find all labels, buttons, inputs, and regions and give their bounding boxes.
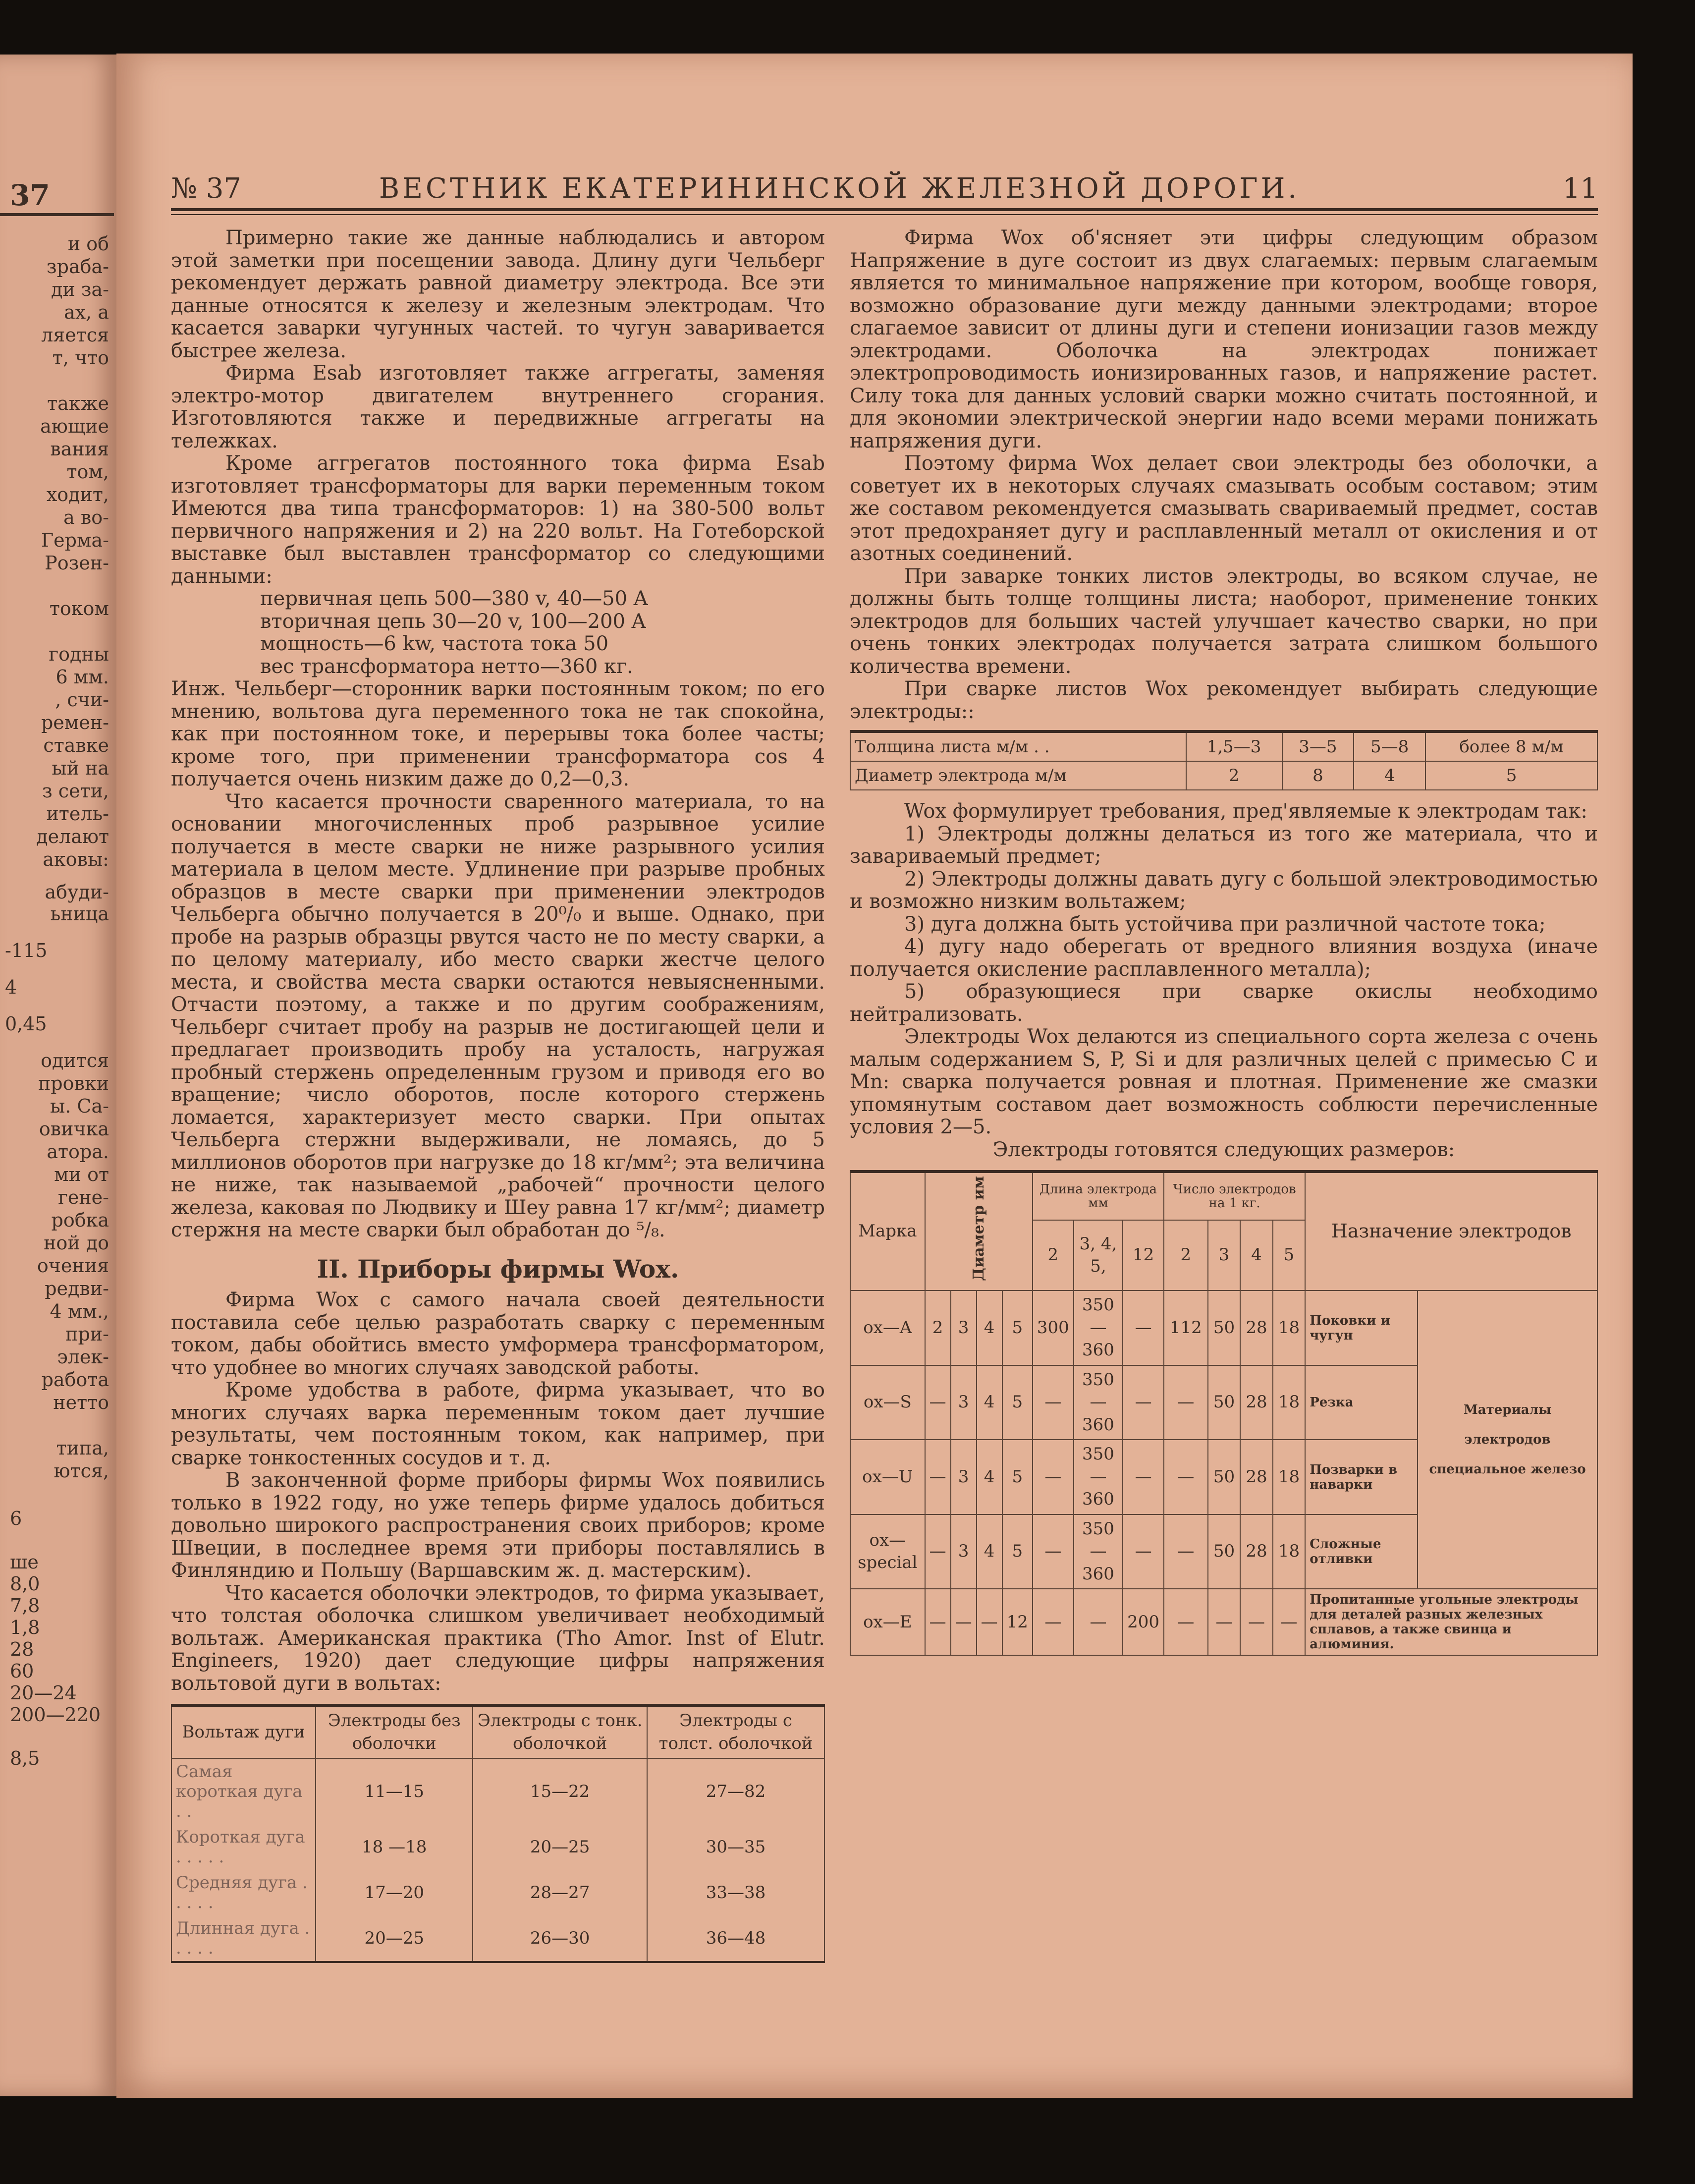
table-cell: — [925,1365,951,1440]
previous-page-fragment: 8,0 [10,1573,40,1595]
previous-page-fragment: элек- [57,1346,109,1368]
diameter-header: Диаметр им [970,1176,987,1281]
table-header-cell: Длина электрода мм [1033,1172,1164,1220]
table-cell: 5—8 [1354,731,1425,761]
table-cell: 36—48 [647,1915,824,1962]
paragraph: Что касается прочности сваренного материала, то на основании многочисленных проб разрывное усилие получается в месте сварки не ниже разрывного усилия материала в целом месте. Удлинение при разрыве пробных образцов в месте сварки при применении электродов Чельберга обычно получается в 20⁰/₀ и выше. Однако, при пробе на разрыв образцы рвутся часто не по месту сварки, а по целому материалу, ибо место сварки жестче целого места, и свойства места сварки остаются невыясненными. Отчасти поэтому, а также и по другим соображениям, Чельберг считает пробу на разрыв не достигающей цели и предлагает производить пробу на усталость, нагружая пробный стержень определенным грузом и приводя его во вращение; число оборотов, после которого стержень ломается, характеризует место сварки. При опытах Чельберга стержни выдерживали, не ломаясь, до 5 миллионов оборотов при нагрузке до 18 кг/мм²; эта величина не ниже, так называемой „рабочей“ прочности целого железа, каковая по Людвику и Шеу равна 17 кг/мм²; диаметр стержня на месте сварки был обработан до ⁵/₈. [171,790,825,1241]
paragraph: Поэтому фирма Wox делает свои электроды без оболочки, а советует их в некоторых случаях смазывать особым составом; этим же составом рекомендуется смазывать свариваемый предмет, состав этот предохраняет дугу и расплавленный металл от окисления и от азотных соединений. [850,452,1598,565]
paragraph: Кроме удобства в работе, фирма указывает, что во многих случаях варка переменным током дает лучшие результаты, чем постоянным током, как например, при сварке тонкостенных сосудов и т. д. [171,1379,825,1469]
table-cell: 5 [1002,1440,1033,1514]
previous-page-fragment: нетто [53,1392,109,1413]
previous-page-fragment: ставке [43,734,109,756]
table-cell: — [1123,1290,1164,1365]
table-cell: Позварки в наварки [1305,1440,1418,1514]
table-cell: 27—82 [647,1758,824,1824]
table-cell: 28—27 [473,1870,647,1915]
previous-page-fragment: 4 [5,976,17,998]
header-rule-thick [171,208,1598,211]
spec-line: мощность—6 kw, частота тока 50 [260,632,609,655]
table-cell: 30—35 [647,1824,824,1870]
previous-page-fragment: 7,8 [10,1595,40,1617]
paragraph: Wox формулирует требования, пред'являемые к электродам так: [904,800,1587,823]
previous-page-fragment: робка [51,1209,109,1231]
table-cell: 20—25 [473,1824,647,1870]
table-cell: — [1033,1514,1074,1589]
previous-page-fragment: абуди- [45,881,109,903]
table-cell: 18 [1273,1290,1306,1365]
table-cell: 4 [977,1365,1002,1440]
table-cell: 18 —18 [316,1824,473,1870]
table-cell: 50 [1208,1365,1241,1440]
table-cell: Короткая дуга . . . . . [171,1824,316,1870]
requirement: 2) Электроды должны давать дугу с большой электроводимостью и возможно низким вольтажем; [850,867,1598,913]
paragraph: Инж. Чельберг—сторонник варки постоянным током; по его мнению, вольтова дуга переменного тока не так спокойна, как при постоянном токе, и перерывы тока более часты; кроме того, при применении трансформатора cos 4 получается очень низким даже до 0,2—0,3. [171,677,825,790]
table-cell: 350—360 [1074,1365,1123,1440]
previous-page-fragment: аковы: [43,848,109,870]
table-header-cell: Электроды с толст. оболочкой [647,1705,824,1758]
table-cell: 300 [1033,1290,1074,1365]
previous-page-fragment: 4 мм., [50,1300,109,1322]
table-row [171,1758,824,1824]
header-rule-thin [171,214,1598,215]
previous-page-fragment: током [49,598,109,619]
table-cell: ox—S [850,1365,925,1440]
table-cell: 5 [1002,1290,1033,1365]
transformer-specs [260,588,825,678]
previous-page-fragment: вания [50,438,109,460]
paragraph: В законченной форме приборы фирмы Wox появились только в 1922 году, но уже теперь фирме удалось добиться довольно широкого распространения своих приборов; кроме Швеции, в последнее время эти приборы поставлялись в Финляндию и Польшу (Варшавским ж. д. мастерским). [171,1469,825,1582]
table-cell: 50 [1208,1514,1241,1589]
table-row [850,731,1597,761]
table-cell: 15—22 [473,1758,647,1824]
table-subheader-cell: 3 [1208,1220,1241,1291]
paragraph: Кроме аггрегатов постоянного тока фирма Esab изготовляет трансформаторы для варки переменным током Имеются два типа трансформаторов: 1) на 380-500 вольт первичного напряжения и 2) на 220 вольт. На Готеборской выставке был выставлен трансформатор со следующими данными: [171,452,825,588]
table-cell: Диаметр электрода м/м [850,761,1186,790]
table-row [850,761,1597,790]
table-subheader-cell: 2 [1033,1220,1074,1291]
previous-page-header-rule [0,213,114,216]
table-cell: — [925,1514,951,1589]
previous-page-fragment: 0,45 [5,1013,47,1035]
table-cell: Сложные отливки [1305,1514,1418,1589]
table-header-cell: Число электродов на 1 кг. [1164,1172,1305,1220]
previous-page-fragment: ются, [54,1460,109,1482]
table-cell: 2 [925,1290,951,1365]
previous-page-fragment: одится [41,1050,109,1071]
table-cell: — [1273,1589,1306,1655]
table-cell: 17—20 [316,1870,473,1915]
table-header-cell [925,1172,1033,1290]
table-cell: 11—15 [316,1758,473,1824]
table-cell: 50 [1208,1440,1241,1514]
previous-page-fragment: провки [38,1072,109,1094]
previous-page-fragment: ающие [40,415,109,437]
previous-page-fragment: -115 [5,940,48,961]
previous-page-fragment: з сети, [42,780,109,802]
table-row [171,1824,824,1870]
table-cell: 1,5—3 [1186,731,1282,761]
table-cell: — [1033,1440,1074,1514]
table-subheader-cell: 4 [1240,1220,1273,1291]
paragraph: При сварке листов Wox рекомендует выбирать следующие электроды:: [850,677,1598,723]
previous-page-fragment: при- [65,1323,109,1345]
table-cell: ox—special [850,1514,925,1589]
table-cell: — [977,1589,1002,1655]
table-cell: 3 [951,1290,977,1365]
requirement: 5) образующиеся при сварке окислы необходимо нейтрализовать. [850,980,1598,1026]
previous-page-fragment: ми от [54,1164,109,1185]
previous-page-fragment: 20—24 [10,1682,77,1704]
paragraph: Что касается оболочки электродов, то фирма указывает, что толстая оболочка слишком увеличивает необходимый вольтаж. Американская практика (Tho Amor. Inst of Elutr. Engineers, 1920) дает следующие цифры напряжения вольтовой дуги в вольтах: [171,1581,825,1695]
table-cell: Поковки и чугун [1305,1290,1418,1365]
paragraph: Фирма Esab изготовляет также аггрегаты, заменяя электро-мотор двигателем внутреннего сгорания. Изготовляются также и передвижные аггрегаты на тележках. [171,362,825,452]
journal-title: ВЕСТНИК ЕКАТЕРИНИНСКОЙ ЖЕЛЕЗНОЙ ДОРОГИ. [379,172,1300,205]
previous-page-fragment: очения [37,1255,109,1277]
paragraph: Электроды готовятся следующих размеров: [992,1138,1455,1161]
previous-page-fragment: годны [49,643,109,665]
requirement: 3) дуга должна быть устойчива при различной частоте тока; [904,912,1546,936]
table-row [850,1589,1597,1655]
left-column [171,227,825,1963]
section-heading: II. Приборы фирмы Wox. [317,1254,679,1284]
requirement: 4) дугу надо оберегать от вредного влияния воздуха (иначе получается окисление расплавленного металла); [850,935,1598,981]
table-cell: 28 [1240,1440,1273,1514]
table-cell: 3 [951,1440,977,1514]
previous-page-fragment: Герма- [41,529,109,551]
paragraph: Электроды Wox делаются из специального сорта железа с очень малым содержанием S, P, Si и для различных целей с примесью C и Mn: сварка получается ровная и плотная. Применение же смазки упомянутым составом дает возможность соблюсти перечисленные условия 2—5. [850,1025,1598,1138]
table-cell: — [1240,1589,1273,1655]
previous-page-fragment: Розен- [45,552,109,574]
previous-page-fragment: 60 [10,1660,34,1682]
previous-page-number: 37 [10,178,50,212]
previous-page-fragment: а во- [63,506,109,528]
previous-page-fragment: итель- [46,803,109,825]
table-cell: 33—38 [647,1870,824,1915]
spec-line: вес трансформатора нетто—360 кг. [260,655,633,678]
previous-page-fragment: ходит, [46,484,109,505]
electrode-selection-table [850,730,1598,790]
table-cell: 18 [1273,1365,1306,1440]
right-column [850,227,1598,1656]
table-cell: — [1033,1589,1074,1655]
table-cell: ox—A [850,1290,925,1365]
arc-voltage-table [171,1704,825,1963]
table-cell: 350—360 [1074,1440,1123,1514]
previous-page-fragment: атора. [47,1141,109,1163]
previous-page-fragment: 6 [10,1508,22,1529]
previous-page-fragment: гене- [57,1186,109,1208]
table-cell: — [1208,1589,1241,1655]
spec-line: вторичная цепь 30—20 v, 100—200 A [260,610,646,633]
table-cell: 112 [1164,1290,1208,1365]
previous-page-fragment: ди за- [51,279,109,300]
table-cell: 4 [977,1514,1002,1589]
table-cell: 4 [977,1290,1002,1365]
material-note: Материалы электродов специальное железо [1418,1290,1597,1589]
table-header-cell: Электроды без оболочки [316,1705,473,1758]
table-cell: 3 [951,1365,977,1440]
page-header [171,172,1598,207]
issue-number: № 37 [171,172,242,205]
table-cell: Самая короткая дуга . . [171,1758,316,1824]
table-cell: Резка [1305,1365,1418,1440]
table-header-cell: Электроды с тонк. оболочкой [473,1705,647,1758]
table-subheader-cell: 3, 4, 5, [1074,1220,1123,1291]
paragraph: Фирма Wox с самого начала своей деятельности поставила себе целью разработать сварку с переменным током, дабы обойтись вместо умформера трансформатором, что удобнее во многих случаях заводской работы. [171,1288,825,1379]
table-cell: — [951,1589,977,1655]
table-cell: 12 [1002,1589,1033,1655]
table-cell: 50 [1208,1290,1241,1365]
table-cell: Пропитанные угольные электроды для деталей разных железных сплавов, а также свинца и алюминия. [1305,1589,1597,1655]
previous-page-fragment: , счи- [55,689,109,711]
table-cell: — [925,1589,951,1655]
table-cell: 28 [1240,1365,1273,1440]
previous-page-fragment: ый на [52,757,109,779]
table-cell: 26—30 [473,1915,647,1962]
previous-page-fragment: редви- [45,1278,109,1299]
previous-page-fragment: ах, а [64,301,109,323]
table-subheader-cell: 12 [1123,1220,1164,1291]
table-cell: 3—5 [1282,731,1354,761]
table-cell: Средняя дуга . . . . . [171,1870,316,1915]
paragraph: Фирма Wox об'ясняет эти цифры следующим образом Напряжение в дуге состоит из двух слагаемых: первым слагаемым является то минимальное напряжение при котором, вообще говоря, возможно образование дуги между данными электродами; второе слагаемое зависит от длины дуги и степени ионизации газов между электродами. Оболочка на электродах понижает электропроводимость ионизированных газов, и напряжение растет. Силу тока для данных условий сварки можно считать постоянной, и для экономии электрической энергии надо всеми мерами понижать напряжения дуги. [850,226,1598,452]
previous-page-fragment: 1,8 [10,1617,40,1638]
previous-page-fragment: ше [10,1551,39,1573]
table-cell: 3 [951,1514,977,1589]
previous-page-fragment: работа [41,1369,109,1391]
table-cell: — [1164,1589,1208,1655]
previous-page-fragment: зраба- [46,256,109,278]
previous-page-fragment: 200—220 [10,1704,101,1726]
table-header-cell: Марка [850,1172,925,1290]
paragraph: При заварке тонких листов электроды, во всяком случае, не должны быть толще толщины листа; наоборот, применение тонких электродов для больших частей улучшает качество сварки, но при очень тонких электродах получается затрата слишком большого количества времени. [850,564,1598,678]
table-header-cell: Вольтаж дуги [171,1705,316,1758]
table-cell: — [1164,1365,1208,1440]
table-cell: 350—360 [1074,1290,1123,1365]
table-cell: 28 [1240,1290,1273,1365]
previous-page-fragment: ремен- [41,712,109,733]
table-row [850,1290,1597,1365]
table-cell: 4 [977,1440,1002,1514]
table-cell: ox—E [850,1589,925,1655]
table-cell: 5 [1002,1514,1033,1589]
previous-page-fragment: типа, [56,1437,109,1459]
previous-page-fragment: т, что [52,347,109,369]
previous-page-fragment: и об [67,233,109,255]
table-cell: 4 [1354,761,1425,790]
previous-page-fragment: овичка [39,1118,109,1140]
table-cell: 350—360 [1074,1514,1123,1589]
table-cell: Длинная дуга . . . . . [171,1915,316,1962]
table-cell: 18 [1273,1440,1306,1514]
paragraph: Примерно такие же данные наблюдались и автором этой заметки при посещении завода. Длину дуги Чельберг рекомендует держать равной диаметру электрода. Все эти данные относятся к железу и железным электродам. Что касается заварки чугунных частей. то чугун заваривается быстрее железа. [171,226,825,362]
table-subheader-cell: 2 [1164,1220,1208,1291]
table-cell: 28 [1240,1514,1273,1589]
table-cell: ox—U [850,1440,925,1514]
table-cell: 5 [1002,1365,1033,1440]
previous-page-fragment: том, [66,461,109,483]
previous-page-fragment: 8,5 [10,1747,40,1769]
table-cell: — [1123,1365,1164,1440]
table-cell: — [1074,1589,1123,1655]
table-cell: 8 [1282,761,1354,790]
table-cell: 20—25 [316,1915,473,1962]
table-cell: 200 [1123,1589,1164,1655]
table-row [171,1870,824,1915]
table-cell: 5 [1425,761,1597,790]
table-row [171,1915,824,1962]
page [116,54,1633,2098]
previous-page-fragment: делают [36,826,109,847]
table-cell: — [1164,1514,1208,1589]
table-cell: 18 [1273,1514,1306,1589]
previous-page-fragment: ьница [50,903,109,925]
previous-page-fragment: ляется [41,324,109,346]
table-cell: — [925,1440,951,1514]
table-subheader-cell: 5 [1273,1220,1306,1291]
previous-page-fragment: ной до [44,1232,109,1254]
previous-page-fragment: также [47,392,109,414]
previous-page-fragment: 6 мм. [55,666,109,688]
table-cell: — [1033,1365,1074,1440]
table-header-cell: Назначение электродов [1305,1172,1597,1290]
table-cell: 2 [1186,761,1282,790]
page-number: 11 [1562,172,1598,205]
table-cell: более 8 м/м [1425,731,1597,761]
table-cell: — [1123,1440,1164,1514]
table-cell: Толщина листа м/м . . [850,731,1186,761]
table-cell: — [1123,1514,1164,1589]
previous-page-edge [0,55,119,2096]
previous-page-fragment: ы. Са- [50,1095,109,1117]
spec-line: первичная цепь 500—380 v, 40—50 A [260,587,648,610]
requirement: 1) Электроды должны делаться из того же материала, что и завариваемый предмет; [850,822,1598,868]
previous-page-fragment: 28 [10,1638,34,1660]
table-cell: — [1164,1440,1208,1514]
electrode-sizes-table [850,1170,1598,1656]
